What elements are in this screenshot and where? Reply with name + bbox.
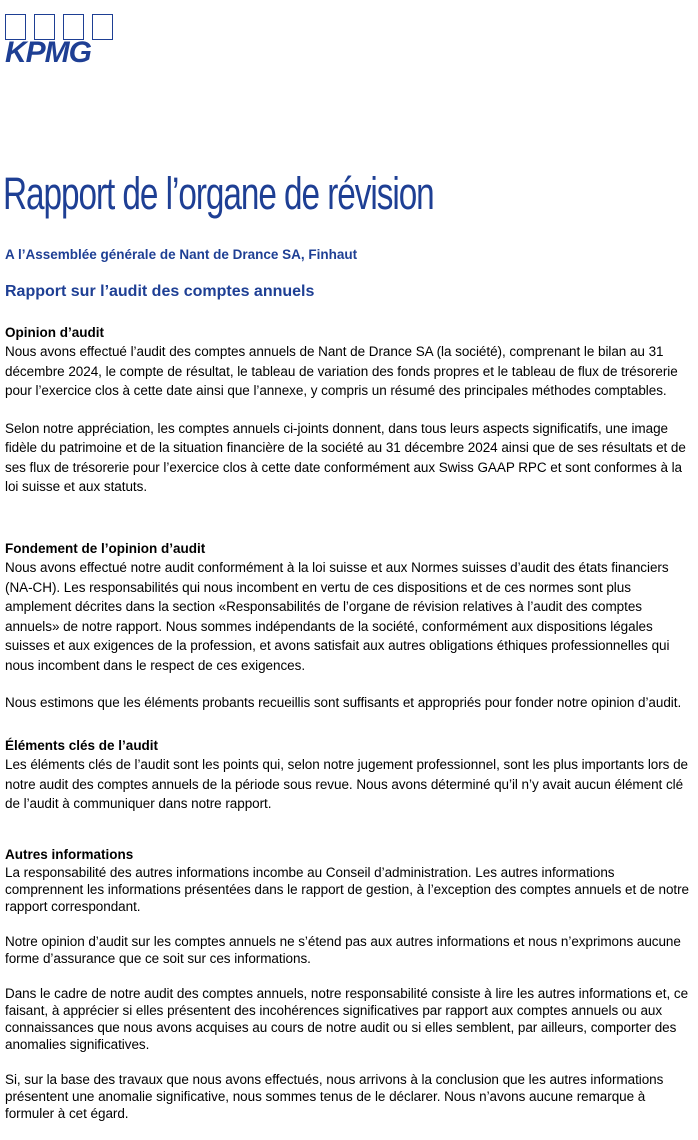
paragraph: Les éléments clés de l’audit sont les points qui, selon notre jugement professionnel, sont les plus importants lors de notre audit des comptes annuels de la période sous revue. Nous avons déterminé qu’il n’y avait aucun élément clé de l’audit à communiquer dans notre rapport.: [5, 757, 688, 811]
paragraph: Nous estimons que les éléments probants recueillis sont suffisants et appropriés pour fonder notre opinion d’audit.: [5, 695, 682, 710]
paragraph: Nous avons effectué notre audit conformément à la loi suisse et aux Normes suisses d’audit des états financiers (NA-CH). Les responsabilités qui nous incombent en vertu de ces dispositions et de ces normes sont plus amplement décrites dans la section «Responsabilités de l’organe de révision relatives à l’audit des comptes annuels» de notre rapport. Nous sommes indépendants de la société, conformément aux dispositions légales suisses et aux exigences de la profession, et avons satisfait aux autres obligations éthiques professionnelles qui nous incombent dans le respect de ces exigences.: [5, 560, 670, 673]
kpmg-logo: [5, 14, 111, 69]
kpmg-logo-text: KPMG: [5, 36, 91, 69]
report-title: Rapport de l’organe de révision: [3, 168, 434, 219]
paragraph: Selon notre appréciation, les comptes annuels ci-joints donnent, dans tous leurs aspects significatifs, une image fidèle du patrimoine et de la situation financière de la société au 31 décembre 2024 ainsi que de ses résultats et de ses flux de trésorerie pour l’exercice clos à cette date conformément aux Swiss GAAP RPC et sont conformes à la loi suisse et aux statuts.: [5, 420, 686, 494]
section-opinion: [5, 324, 695, 515]
section-heading: Rapport sur l’audit des comptes annuels: [5, 283, 315, 300]
paragraph: Si, sur la base des travaux que nous avons effectués, nous arrivons à la conclusion que les autres informations présentent une anomalie significative, nous sommes tenus de le déclarer. Nous n’avons aucune remarque à formuler à cet égard.: [5, 1072, 664, 1121]
section-other-information: [5, 846, 695, 1140]
section-heading-opinion: Opinion d’audit: [5, 325, 104, 340]
section-key-audit-matters: [5, 737, 695, 832]
section-heading-basis: Fondement de l’opinion d’audit: [5, 541, 206, 556]
paragraph: La responsabilité des autres informations incombe au Conseil d’administration. Les autres informations comprennent les informations présentées dans le rapport de gestion, à l’exception des comptes annuels et de notre rapport correspondant.: [5, 865, 690, 914]
paragraph: Dans le cadre de notre audit des comptes annuels, notre responsabilité consiste à lire les autres informations et, ce faisant, à apprécier si elles présentent des incohérences significatives par rapport aux comptes annuels ou aux connaissances que nous avons acquises au cours de notre audit ou si elles semblent, par ailleurs, comporter des anomalies significatives.: [5, 986, 689, 1052]
section-heading-key-audit-matters: Éléments clés de l’audit: [5, 738, 159, 753]
paragraph: Notre opinion d’audit sur les comptes annuels ne s’étend pas aux autres informations et nous n’exprimons aucune forme d’assurance que ce soit sur ces informations.: [5, 934, 681, 966]
section-heading-other-information: Autres informations: [5, 847, 134, 862]
addressee: A l’Assemblée générale de Nant de Drance SA, Finhaut: [5, 247, 358, 262]
paragraph: Nous avons effectué l’audit des comptes annuels de Nant de Drance SA (la société), comprenant le bilan au 31 décembre 2024, le compte de résultat, le tableau de variation des fonds propres et le tableau de flux de trésorerie pour l’exercice clos à cette date ainsi que l’annexe, y compris un résumé des principales méthodes comptables.: [5, 344, 678, 398]
section-basis: [5, 540, 695, 731]
